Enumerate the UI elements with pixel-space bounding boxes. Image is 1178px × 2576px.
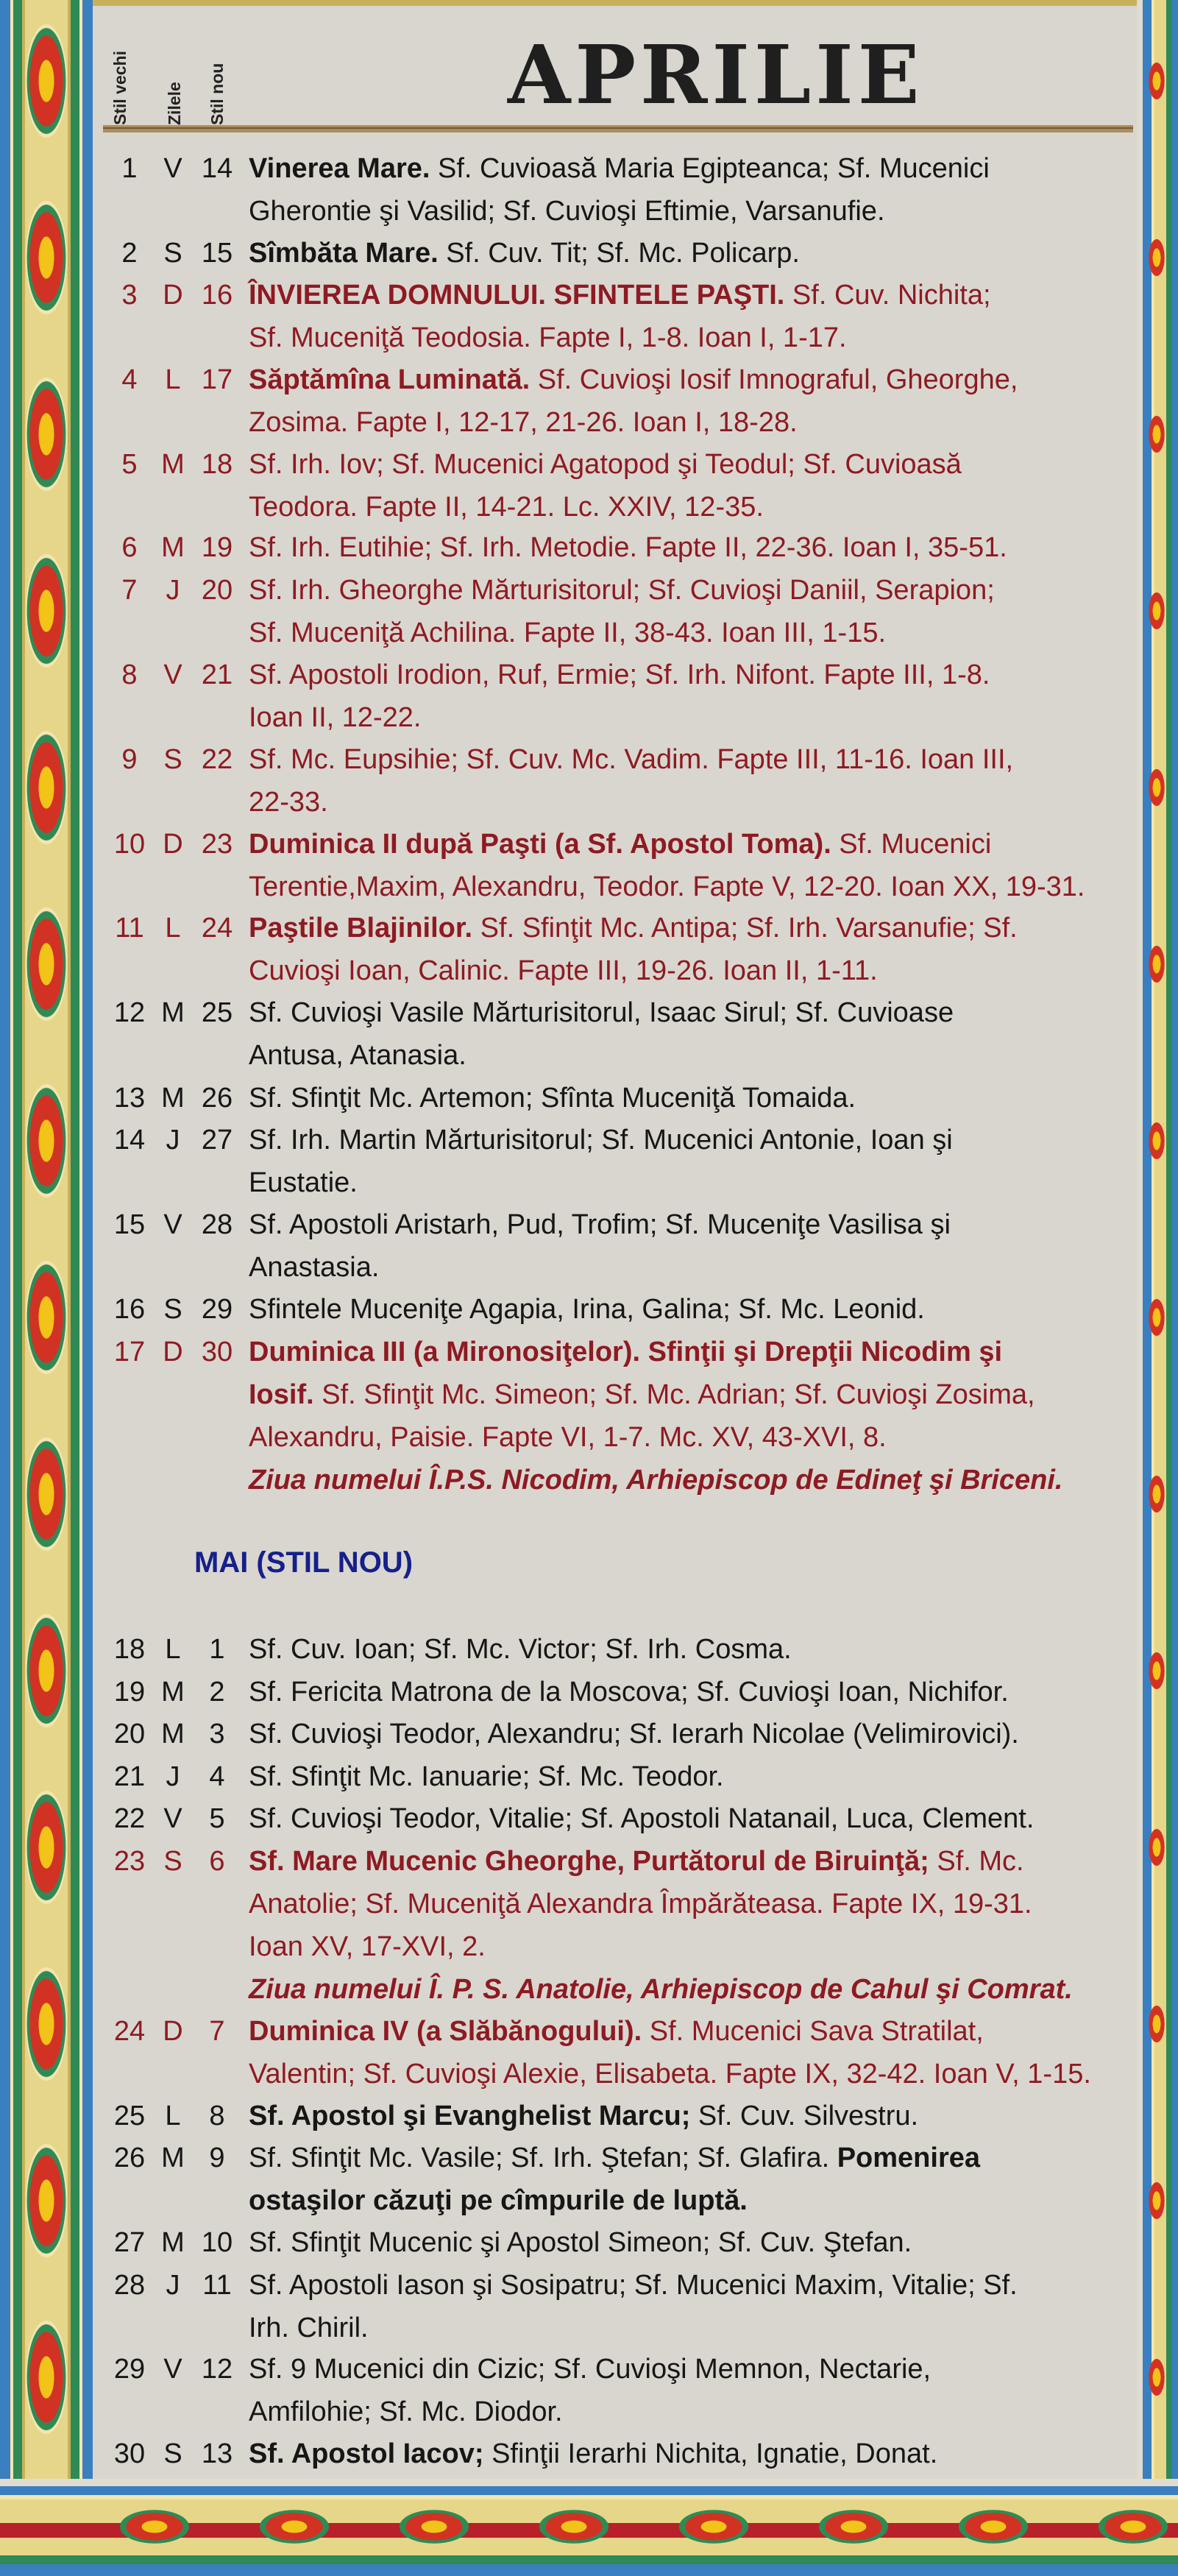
old-style-date: 11 bbox=[115, 913, 144, 944]
weekday-letter: S bbox=[163, 238, 182, 269]
weekday-letter: L bbox=[165, 1634, 181, 1665]
ornament-medallion bbox=[1146, 2175, 1168, 2226]
ornament-medallion bbox=[1146, 585, 1168, 637]
entry-text-line bbox=[249, 486, 1132, 528]
old-style-date: 4 bbox=[121, 364, 138, 395]
ornament-medallion bbox=[22, 898, 71, 1030]
weekday-letter: L bbox=[165, 2101, 181, 2131]
new-style-date: 13 bbox=[201, 2438, 233, 2469]
old-style-date: 17 bbox=[113, 1337, 146, 1367]
feast-title: ÎNVIEREA DOMNULUI. SFINTELE PAŞTI. bbox=[249, 280, 785, 311]
entry-text: Gherontie şi Vasilid; Sf. Cuvioşi Eftimie, Varsanufie. bbox=[249, 196, 885, 227]
ornament-medallion bbox=[1146, 1645, 1168, 1696]
ornament-medallion bbox=[1146, 1468, 1168, 1520]
old-style-date: 19 bbox=[113, 1677, 146, 1708]
ornament-medallion bbox=[949, 2505, 1037, 2548]
entry-text-line bbox=[249, 1416, 1132, 1459]
entry-text-line bbox=[249, 1246, 1132, 1289]
weekday-letter: V bbox=[163, 1803, 182, 1834]
entry-text-line bbox=[249, 1671, 1132, 1713]
weekday-letter: M bbox=[161, 532, 185, 563]
entry-text: Sf. Sfinţit Mc. Vasile; Sf. Irh. Ştefan; Sf. Glafira. bbox=[249, 2142, 837, 2173]
entry-text-line bbox=[249, 316, 1132, 359]
feast-title: Duminica IV (a Slăbănogului). bbox=[249, 2016, 642, 2047]
weekday-letter: M bbox=[161, 449, 185, 480]
ornament-medallion bbox=[1146, 2352, 1168, 2403]
weekday-letter: S bbox=[163, 2438, 182, 2469]
ornament-medallion bbox=[22, 2311, 71, 2444]
weekday-letter: M bbox=[161, 2227, 185, 2258]
entry-text-line bbox=[249, 1968, 1132, 2011]
weekday-letter: V bbox=[163, 659, 182, 690]
new-style-date: 20 bbox=[201, 575, 233, 606]
entry-text-line bbox=[249, 1628, 1132, 1671]
ornament-medallion bbox=[22, 1958, 71, 2090]
entry-text: Sf. Apostoli Aristarh, Pud, Trofim; Sf. Muceniţe Vasilisa şi bbox=[249, 1209, 951, 1240]
weekday-letter: S bbox=[163, 1294, 182, 1325]
old-style-date: 12 bbox=[113, 997, 146, 1028]
entry-text: Sf. Cuvioşi Teodor, Vitalie; Sf. Apostoli Natanail, Luca, Clement. bbox=[249, 1803, 1035, 1834]
old-style-date: 7 bbox=[121, 575, 138, 606]
entry-text: Terentie,Maxim, Alexandru, Teodor. Fapte V, 12-20. Ioan XX, 19-31. bbox=[249, 871, 1085, 902]
new-style-date: 21 bbox=[201, 659, 233, 690]
entry-text: Sf. Mc. bbox=[929, 1846, 1024, 1877]
old-style-date: 1 bbox=[121, 153, 138, 184]
weekday-letter: M bbox=[161, 1719, 185, 1749]
entry-text-line bbox=[249, 1755, 1132, 1798]
ornament-medallion bbox=[1146, 1822, 1168, 1873]
entry-text-line bbox=[249, 569, 1132, 612]
ornament-medallion bbox=[22, 545, 71, 677]
weekday-letter: M bbox=[161, 997, 185, 1028]
feast-title: Iosif. bbox=[249, 1379, 314, 1410]
new-style-date: 28 bbox=[201, 1209, 233, 1240]
weekday-letter: M bbox=[161, 1083, 185, 1114]
entry-text-line bbox=[249, 1288, 1132, 1331]
feast-title: ostaşilor căzuţi pe cîmpurile de luptă. bbox=[249, 2185, 748, 2216]
new-style-date: 14 bbox=[201, 153, 233, 184]
feast-title: Pomenirea bbox=[837, 2142, 981, 2173]
entry-text-line bbox=[249, 1034, 1132, 1077]
old-style-date: 18 bbox=[113, 1634, 146, 1665]
ornament-medallion bbox=[1146, 938, 1168, 990]
entry-text-line bbox=[249, 358, 1132, 401]
new-style-date: 12 bbox=[201, 2354, 233, 2385]
old-style-date: 27 bbox=[113, 2227, 146, 2258]
header-divider bbox=[103, 125, 1133, 132]
weekday-letter: D bbox=[163, 2016, 183, 2047]
entry-text-line bbox=[249, 1883, 1132, 1925]
entry-text: Sf. Cuv. Ioan; Sf. Mc. Victor; Sf. Irh. Cosma. bbox=[249, 1634, 792, 1665]
entry-text: Sf. Sfinţit Mc. Antipa; Sf. Irh. Varsanufie; Sf. bbox=[472, 913, 1018, 944]
entry-text-line bbox=[249, 232, 1132, 275]
old-style-date: 8 bbox=[121, 659, 138, 690]
entry-text-line bbox=[249, 1840, 1132, 1883]
old-style-date: 5 bbox=[121, 449, 138, 480]
ornament-medallion bbox=[1146, 762, 1168, 813]
old-style-date: 3 bbox=[121, 280, 138, 311]
entry-text-line bbox=[249, 991, 1132, 1034]
entry-text-line bbox=[249, 401, 1132, 444]
old-style-date: 26 bbox=[113, 2142, 146, 2173]
ornament-medallion bbox=[250, 2505, 338, 2548]
feast-title: Sf. Apostol şi Evanghelist Marcu; bbox=[249, 2101, 691, 2131]
entry-text-line bbox=[249, 2391, 1132, 2433]
entry-text-line bbox=[249, 2095, 1132, 2137]
entry-text: Ioan XV, 17-XVI, 2. bbox=[249, 1931, 486, 1962]
feast-title: Sîmbăta Mare. bbox=[249, 238, 439, 269]
new-style-date: 29 bbox=[201, 1294, 233, 1325]
entry-text: Sf. Sfinţit Mc. Simeon; Sf. Mc. Adrian; Sf. Cuvioşi Zosima, bbox=[313, 1379, 1035, 1410]
entry-text: Sf. Cuvioasă Maria Egipteanca; Sf. Mucenici bbox=[430, 153, 990, 184]
old-style-date: 6 bbox=[121, 532, 138, 563]
entry-text-line bbox=[249, 949, 1132, 992]
entry-text-line bbox=[249, 147, 1132, 190]
entry-text: Amfilohie; Sf. Mc. Diodor. bbox=[249, 2396, 563, 2427]
entry-text: 22-33. bbox=[249, 787, 328, 818]
ornament-medallion bbox=[22, 15, 71, 147]
ornament-medallion bbox=[22, 1075, 71, 1207]
ornament-medallion bbox=[1146, 1292, 1168, 1343]
entry-text: Sf. Sfinţit Mc. Artemon; Sfînta Muceniţă Tomaida. bbox=[249, 1083, 856, 1114]
entry-text: Sfinţii Ierarhi Nichita, Ignatie, Donat. bbox=[483, 2438, 938, 2469]
entry-text-line bbox=[249, 1119, 1132, 1161]
entry-text: Sf. Apostoli Irodion, Ruf, Ermie; Sf. Irh. Nifont. Fapte III, 1-8. bbox=[249, 659, 990, 690]
old-style-date: 22 bbox=[113, 1803, 146, 1834]
entry-text-line bbox=[249, 612, 1132, 654]
entry-text: Sf. Irh. Martin Mărturisitorul; Sf. Mucenici Antonie, Ioan şi bbox=[249, 1125, 953, 1156]
weekday-letter: S bbox=[163, 1846, 182, 1877]
ornament-medallion bbox=[22, 1428, 71, 1560]
entry-text-line bbox=[249, 443, 1132, 486]
entry-text: Valentin; Sf. Cuvioşi Alexie, Elisabeta. Fapte IX, 32-42. Ioan V, 1-15. bbox=[249, 2059, 1091, 2090]
new-style-date: 15 bbox=[201, 238, 233, 269]
entry-text: Irh. Chiril. bbox=[249, 2313, 369, 2343]
ornament-medallion bbox=[22, 1251, 71, 1384]
old-style-date: 29 bbox=[113, 2354, 146, 2385]
new-style-date: 18 bbox=[201, 449, 233, 480]
old-style-date: 23 bbox=[113, 1846, 146, 1877]
entry-text-line bbox=[249, 2348, 1132, 2391]
entry-text: Sf. Mucenici Sava Stratilat, bbox=[642, 2016, 984, 2047]
new-style-date: 8 bbox=[209, 2101, 225, 2131]
entry-text-line bbox=[249, 866, 1132, 908]
entry-text: Cuvioşi Ioan, Calinic. Fapte III, 19-26. Ioan II, 1-11. bbox=[249, 955, 878, 986]
new-style-date: 6 bbox=[209, 1846, 225, 1877]
weekday-letter: D bbox=[163, 1337, 183, 1367]
section-title-may: MAI (STIL NOU) bbox=[194, 1546, 414, 1579]
entry-text-line bbox=[249, 274, 1132, 316]
weekday-letter: V bbox=[163, 2354, 182, 2385]
weekday-letter: L bbox=[165, 913, 181, 944]
entry-text-line bbox=[249, 1925, 1132, 1968]
new-style-date: 19 bbox=[201, 532, 233, 563]
entry-text: Sf. Cuv. Tit; Sf. Mc. Policarp. bbox=[438, 238, 800, 269]
old-style-date: 9 bbox=[121, 744, 138, 775]
feast-title: Duminica III (a Mironosiţelor). Sfinţii şi Drepţii Nicodim şi bbox=[249, 1337, 1003, 1367]
entry-text-line bbox=[249, 1161, 1132, 1204]
entry-text: Ioan II, 12-22. bbox=[249, 702, 422, 733]
old-style-date: 25 bbox=[113, 2101, 146, 2131]
old-style-date: 30 bbox=[113, 2438, 146, 2469]
entry-text: Sf. Fericita Matrona de la Moscova; Sf. Cuvioşi Ioan, Nichifor. bbox=[249, 1677, 1009, 1708]
name-day-note: Ziua numelui Î. P. S. Anatolie, Arhiepiscop de Cahul şi Comrat. bbox=[249, 1974, 1073, 2005]
old-style-date: 24 bbox=[113, 2016, 146, 2047]
new-style-date: 26 bbox=[201, 1083, 233, 1114]
top-ornament-band bbox=[93, 0, 1137, 6]
new-style-date: 23 bbox=[201, 829, 233, 860]
entry-text-line bbox=[249, 654, 1132, 696]
weekday-letter: M bbox=[161, 1677, 185, 1708]
ornament-medallion bbox=[530, 2505, 618, 2548]
entry-text-line bbox=[249, 738, 1132, 781]
weekday-letter: V bbox=[163, 153, 182, 184]
entry-text: Sf. Cuv. Silvestru. bbox=[690, 2101, 919, 2131]
weekday-letter: M bbox=[161, 2142, 185, 2173]
entry-text: Sf. Mc. Eupsihie; Sf. Cuv. Mc. Vadim. Fapte III, 11-16. Ioan III, bbox=[249, 744, 1014, 775]
column-header-new-style: Stil nou bbox=[207, 63, 227, 125]
weekday-letter: J bbox=[166, 1125, 180, 1156]
entry-text-line bbox=[249, 696, 1132, 739]
new-style-date: 27 bbox=[201, 1125, 233, 1156]
ornament-medallion bbox=[22, 368, 71, 500]
entry-text-line bbox=[249, 1373, 1132, 1416]
ornament-medallion bbox=[809, 2505, 898, 2548]
ornament-medallion bbox=[22, 1604, 71, 1737]
entry-text: Sf. Cuvioşi Iosif Imnograful, Gheorghe, bbox=[530, 364, 1018, 395]
ornament-medallion bbox=[110, 2505, 199, 2548]
weekday-letter: J bbox=[166, 1761, 180, 1792]
entry-text-line bbox=[249, 2137, 1132, 2179]
entry-text: Sf. 9 Mucenici din Cizic; Sf. Cuvioşi Memnon, Nectarie, bbox=[249, 2354, 932, 2385]
new-style-date: 22 bbox=[201, 744, 233, 775]
ornament-medallion bbox=[390, 2505, 478, 2548]
old-style-date: 15 bbox=[113, 1209, 146, 1240]
entry-text-line bbox=[249, 823, 1132, 866]
month-title: APRILIE bbox=[508, 27, 924, 122]
feast-title: Sf. Mare Mucenic Gheorghe, Purtătorul de Biruinţă; bbox=[249, 1846, 929, 1877]
old-style-date: 2 bbox=[121, 238, 138, 269]
entry-text-line bbox=[249, 1331, 1132, 1373]
name-day-note: Ziua numelui Î.P.S. Nicodim, Arhiepiscop de Edineţ şi Briceni. bbox=[249, 1465, 1063, 1496]
entry-text: Sf. Irh. Eutihie; Sf. Irh. Metodie. Fapte II, 22-36. Ioan I, 35-51. bbox=[249, 532, 1007, 563]
column-header-old-style: Stil vechi bbox=[110, 51, 129, 125]
feast-title: Vinerea Mare. bbox=[249, 153, 430, 184]
ornament-medallion bbox=[1146, 1998, 1168, 2050]
new-style-date: 24 bbox=[201, 913, 233, 944]
ornament-medallion bbox=[1146, 232, 1168, 283]
ornament-medallion bbox=[22, 191, 71, 324]
entry-text: Sf. Irh. Iov; Sf. Mucenici Agatopod şi Teodul; Sf. Cuvioasă bbox=[249, 449, 962, 480]
ornament-medallion bbox=[1146, 408, 1168, 460]
ornament-medallion bbox=[22, 1781, 71, 1914]
entry-text-line bbox=[249, 2053, 1132, 2095]
column-header-days: Zilele bbox=[165, 82, 184, 125]
entry-text: Sf. Cuvioşi Teodor, Alexandru; Sf. Ierarh Nicolae (Velimirovici). bbox=[249, 1719, 1019, 1749]
entry-text-line bbox=[249, 2264, 1132, 2307]
new-style-date: 7 bbox=[209, 2016, 225, 2047]
entry-text-line bbox=[249, 526, 1132, 569]
weekday-letter: S bbox=[163, 744, 182, 775]
feast-title: Săptămîna Luminată. bbox=[249, 364, 531, 395]
new-style-date: 11 bbox=[202, 2270, 232, 2301]
entry-text: Antusa, Atanasia. bbox=[249, 1040, 466, 1071]
entry-text: Teodora. Fapte II, 14-21. Lc. XXIV, 12-35. bbox=[249, 492, 764, 523]
weekday-letter: D bbox=[163, 829, 183, 860]
entry-text: Zosima. Fapte I, 12-17, 21-26. Ioan I, 18-28. bbox=[249, 407, 798, 438]
weekday-letter: D bbox=[163, 280, 183, 311]
old-style-date: 20 bbox=[113, 1719, 146, 1749]
weekday-letter: J bbox=[166, 2270, 180, 2301]
new-style-date: 1 bbox=[209, 1634, 225, 1665]
new-style-date: 17 bbox=[201, 364, 233, 395]
new-style-date: 16 bbox=[201, 280, 233, 311]
entry-text-line bbox=[249, 781, 1132, 824]
ornament-medallion bbox=[1146, 55, 1168, 107]
entry-text: Sf. Irh. Gheorghe Mărturisitorul; Sf. Cuvioşi Daniil, Serapion; bbox=[249, 575, 995, 606]
feast-title: Sf. Apostol Iacov; bbox=[249, 2438, 484, 2469]
entry-text-line bbox=[249, 2010, 1132, 2053]
new-style-date: 30 bbox=[201, 1337, 233, 1367]
feast-title: Duminica II după Paşti (a Sf. Apostol Toma). bbox=[249, 829, 831, 860]
entry-text-line bbox=[249, 907, 1132, 949]
ornament-medallion bbox=[670, 2505, 758, 2548]
entry-text-line bbox=[249, 1459, 1132, 1501]
entry-text: Sfintele Muceniţe Agapia, Irina, Galina; Sf. Mc. Leonid. bbox=[249, 1294, 925, 1325]
old-style-date: 14 bbox=[113, 1125, 146, 1156]
entry-text: Alexandru, Paisie. Fapte VI, 1-7. Mc. XV, 43-XVI, 8. bbox=[249, 1422, 887, 1453]
weekday-letter: L bbox=[165, 364, 181, 395]
old-style-date: 28 bbox=[113, 2270, 146, 2301]
entry-text-line bbox=[249, 1797, 1132, 1840]
entry-text: Sf. Cuvioşi Vasile Mărturisitorul, Isaac Sirul; Sf. Cuvioase bbox=[249, 997, 954, 1028]
new-style-date: 9 bbox=[209, 2142, 225, 2173]
feast-title: Paştile Blajinilor. bbox=[249, 913, 473, 944]
entry-text: Sf. Mucenici bbox=[831, 829, 992, 860]
entry-text-line bbox=[249, 1077, 1132, 1119]
entry-text: Anatolie; Sf. Muceniţă Alexandra Împărăteasa. Fapte IX, 19-31. bbox=[249, 1889, 1032, 1919]
old-style-date: 16 bbox=[113, 1294, 146, 1325]
old-style-date: 21 bbox=[113, 1761, 146, 1792]
entry-text: Sf. Sfinţit Mc. Ianuarie; Sf. Mc. Teodor. bbox=[249, 1761, 724, 1792]
old-style-date: 13 bbox=[113, 1083, 146, 1114]
entry-text: Sf. Sfinţit Mucenic şi Apostol Simeon; Sf. Cuv. Ştefan. bbox=[249, 2227, 912, 2258]
entry-text-line bbox=[249, 1713, 1132, 1755]
weekday-letter: V bbox=[163, 1209, 182, 1240]
new-style-date: 5 bbox=[209, 1803, 225, 1834]
new-style-date: 4 bbox=[209, 1761, 225, 1792]
entry-text-line bbox=[249, 2307, 1132, 2349]
old-style-date: 10 bbox=[113, 829, 146, 860]
new-style-date: 10 bbox=[201, 2227, 233, 2258]
new-style-date: 3 bbox=[209, 1719, 225, 1749]
ornament-medallion bbox=[22, 721, 71, 854]
new-style-date: 2 bbox=[209, 1677, 225, 1708]
entry-text: Sf. Muceniţă Achilina. Fapte II, 38-43. Ioan III, 1-15. bbox=[249, 618, 887, 648]
ornament-medallion bbox=[22, 2134, 71, 2267]
ornament-medallion bbox=[1146, 1115, 1168, 1167]
entry-text-line bbox=[249, 2221, 1132, 2264]
weekday-letter: J bbox=[166, 575, 180, 606]
entry-text: Sf. Cuv. Nichita; bbox=[784, 280, 991, 311]
ornament-medallion bbox=[1089, 2505, 1177, 2548]
entry-text-line bbox=[249, 2179, 1132, 2222]
entry-text: Eustatie. bbox=[249, 1167, 358, 1198]
entry-text: Sf. Muceniţă Teodosia. Fapte I, 1-8. Ioan I, 1-17. bbox=[249, 322, 847, 353]
entry-text-line bbox=[249, 2432, 1132, 2475]
entry-text-line bbox=[249, 190, 1132, 233]
new-style-date: 25 bbox=[201, 997, 233, 1028]
entry-text-line bbox=[249, 1203, 1132, 1246]
entry-text: Sf. Apostoli Iason şi Sosipatru; Sf. Mucenici Maxim, Vitalie; Sf. bbox=[249, 2270, 1018, 2301]
entry-text: Anastasia. bbox=[249, 1252, 380, 1283]
